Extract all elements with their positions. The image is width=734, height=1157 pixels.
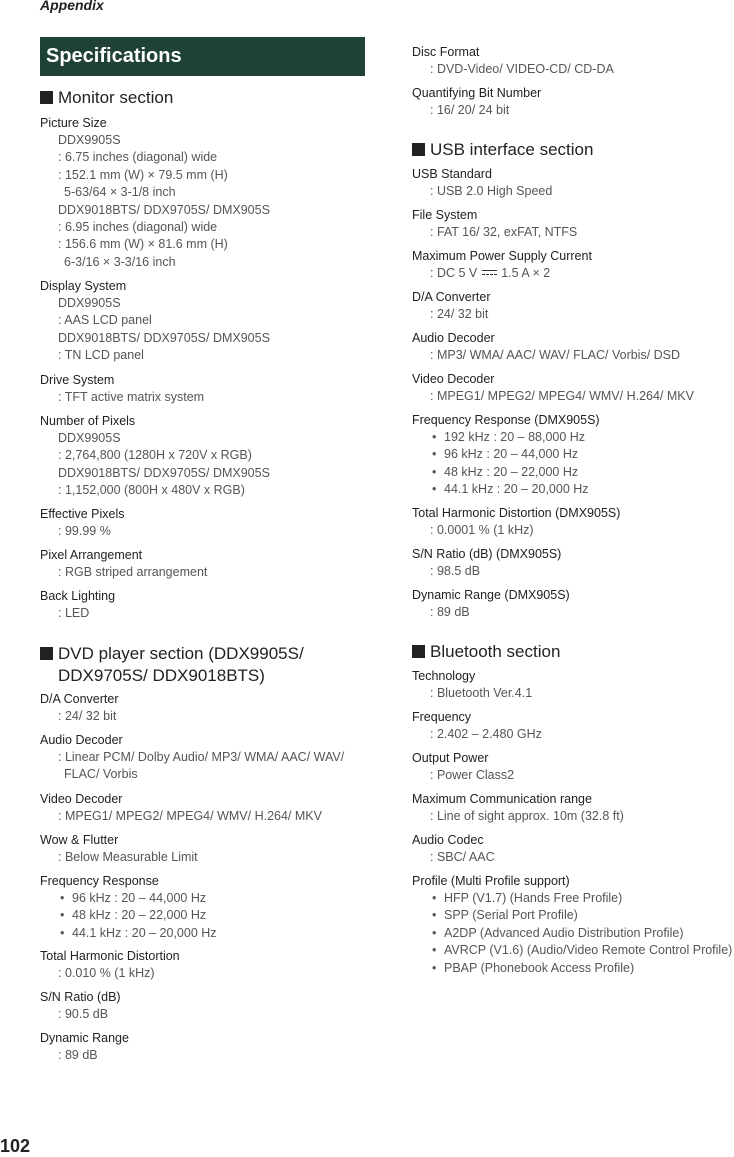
- spec-picture-size: [40, 115, 270, 271]
- spec-value: : 99.99 %: [58, 524, 111, 538]
- spec-label: Total Harmonic Distortion (DMX905S): [412, 506, 621, 520]
- spec-label: Frequency: [412, 710, 472, 724]
- spec-value: : 2.402 – 2.480 GHz: [430, 727, 542, 741]
- spec-value: : 0.010 % (1 kHz): [58, 966, 155, 980]
- bullet-item: • 192 kHz : 20 – 88,000 Hz: [432, 430, 586, 444]
- spec-value: : 2,764,800 (1280H x 720V x RGB): [58, 448, 252, 463]
- spec-disc-format: [412, 44, 614, 78]
- spec-usb-sn-ratio: [412, 546, 561, 580]
- spec-value: : 89 dB: [58, 1048, 98, 1062]
- spec-bt-frequency: [412, 709, 542, 743]
- spec-bt-profile: [412, 873, 732, 977]
- bullet-item: • 48 kHz : 20 – 22,000 Hz: [60, 908, 207, 923]
- square-bullet-icon: [40, 91, 53, 104]
- spec-dvd-dynamic-range: [40, 1030, 129, 1064]
- spec-usb-video-decoder: [412, 371, 694, 405]
- spec-label: Pixel Arrangement: [40, 548, 143, 562]
- spec-value: : TN LCD panel: [58, 348, 144, 363]
- square-bullet-icon: [412, 143, 425, 156]
- bullet-item: • 44.1 kHz : 20 – 20,000 Hz: [432, 482, 589, 497]
- spec-value: : SBC/ AAC: [430, 850, 495, 864]
- dvd-section-title: DVD player section (DDX9905S/ DDX9705S/ DDX9018BTS): [40, 643, 304, 687]
- bullet-item: • SPP (Serial Port Profile): [432, 908, 578, 923]
- spec-pixel-arrangement: [40, 547, 207, 581]
- spec-usb-frequency-response: [412, 412, 600, 499]
- spec-usb-da-converter: [412, 289, 491, 323]
- spec-value: : 90.5 dB: [58, 1007, 109, 1021]
- spec-value: : 1,152,000 (800H x 480V x RGB): [58, 483, 245, 498]
- spec-value: : MPEG1/ MPEG2/ MPEG4/ WMV/ H.264/ MKV: [58, 809, 322, 823]
- spec-label: Frequency Response (DMX905S): [412, 413, 600, 427]
- bullet-item: • 96 kHz : 20 – 44,000 Hz: [432, 447, 579, 462]
- spec-value: : LED: [58, 606, 90, 620]
- spec-value: : Linear PCM/ Dolby Audio/ MP3/ WMA/ AAC/ WAV/: [58, 750, 345, 764]
- spec-label: Video Decoder: [412, 372, 495, 386]
- spec-value: : 89 dB: [430, 605, 470, 619]
- spec-value: : MPEG1/ MPEG2/ MPEG4/ WMV/ H.264/ MKV: [430, 389, 694, 403]
- model-line: DDX9018BTS/ DDX9705S/ DMX905S: [58, 330, 270, 345]
- spec-label: Video Decoder: [40, 792, 123, 806]
- spec-quantifying-bit: [412, 85, 541, 119]
- spec-value: : TFT active matrix system: [58, 390, 205, 404]
- spec-value: 6-3/16 × 3-3/16 inch: [64, 254, 176, 269]
- spec-max-power-supply: [412, 248, 592, 282]
- spec-label: S/N Ratio (dB) (DMX905S): [412, 547, 562, 561]
- bullet-item: • AVRCP (V1.6) (Audio/Video Remote Control Profile): [432, 943, 733, 958]
- spec-label: Picture Size: [40, 116, 107, 130]
- spec-dvd-wow-flutter: [40, 832, 198, 866]
- spec-drive-system: [40, 372, 204, 406]
- spec-label: Frequency Response: [40, 874, 159, 888]
- spec-label: Drive System: [40, 373, 115, 387]
- spec-number-of-pixels: [40, 413, 270, 500]
- spec-usb-dynamic-range: [412, 587, 570, 621]
- spec-usb-thd: [412, 505, 620, 539]
- bullet-item: • 44.1 kHz : 20 – 20,000 Hz: [60, 925, 217, 940]
- spec-label: Number of Pixels: [40, 414, 136, 428]
- spec-value: : Power Class2: [430, 768, 515, 782]
- spec-value: : Below Measurable Limit: [58, 850, 198, 864]
- spec-value: : 98.5 dB: [430, 564, 481, 578]
- spec-bt-audio-codec: [412, 832, 495, 866]
- spec-label: Output Power: [412, 751, 489, 765]
- model-line: DDX9018BTS/ DDX9705S/ DMX905S: [58, 465, 270, 480]
- spec-dvd-video-decoder: [40, 791, 322, 825]
- spec-value: : USB 2.0 High Speed: [430, 184, 553, 198]
- spec-label: D/A Converter: [412, 290, 491, 304]
- spec-label: File System: [412, 208, 478, 222]
- bullet-item: • HFP (V1.7) (Hands Free Profile): [432, 891, 623, 905]
- spec-usb-standard: [412, 166, 552, 200]
- spec-label: Audio Decoder: [412, 331, 495, 345]
- spec-label: Profile (Multi Profile support): [412, 874, 570, 888]
- spec-label: Technology: [412, 669, 476, 683]
- spec-label: Maximum Power Supply Current: [412, 249, 592, 263]
- square-bullet-icon: [40, 647, 53, 660]
- spec-label: Dynamic Range: [40, 1031, 129, 1045]
- spec-dvd-frequency-response: [40, 873, 217, 942]
- spec-back-lighting: [40, 588, 115, 622]
- spec-value: : 152.1 mm (W) × 79.5 mm (H): [58, 167, 228, 182]
- spec-bt-output-power: [412, 750, 514, 784]
- spec-usb-audio-decoder: [412, 330, 680, 364]
- spec-display-system: [40, 278, 270, 365]
- spec-label: Back Lighting: [40, 589, 116, 603]
- page-header: Appendix: [40, 0, 104, 13]
- spec-dvd-audio-decoder: [40, 732, 344, 784]
- spec-value: : 16/ 20/ 24 bit: [430, 103, 510, 117]
- bullet-item: • PBAP (Phonebook Access Profile): [432, 960, 635, 975]
- spec-label: USB Standard: [412, 167, 492, 181]
- spec-value: 5-63/64 × 3-1/8 inch: [64, 185, 176, 200]
- spec-value: : 6.75 inches (diagonal) wide: [58, 150, 218, 165]
- spec-label: D/A Converter: [40, 692, 119, 706]
- model-line: DDX9905S: [58, 431, 121, 445]
- spec-value: : 0.0001 % (1 kHz): [430, 523, 534, 537]
- spec-label: Disc Format: [412, 45, 480, 59]
- spec-label: S/N Ratio (dB): [40, 990, 121, 1004]
- spec-file-system: [412, 207, 577, 241]
- spec-label: Audio Codec: [412, 833, 484, 847]
- spec-value: FLAC/ Vorbis: [64, 767, 138, 782]
- spec-dvd-da-converter: [40, 691, 119, 725]
- spec-label: Display System: [40, 279, 127, 293]
- page-number: 102: [0, 1136, 31, 1156]
- bullet-item: • 48 kHz : 20 – 22,000 Hz: [432, 464, 579, 479]
- spec-value: : MP3/ WMA/ AAC/ WAV/ FLAC/ Vorbis/ DSD: [430, 348, 681, 362]
- dc-symbol-icon: [482, 269, 497, 277]
- spec-value: : 24/ 32 bit: [58, 709, 117, 723]
- spec-label: Effective Pixels: [40, 507, 125, 521]
- bluetooth-section-title: Bluetooth section: [412, 641, 560, 663]
- monitor-section-title: Monitor section: [40, 87, 173, 109]
- model-line: DDX9905S: [58, 133, 121, 147]
- spec-bt-range: [412, 791, 624, 825]
- square-bullet-icon: [412, 645, 425, 658]
- usb-section-title: USB interface section: [412, 139, 593, 161]
- bullet-item: • 96 kHz : 20 – 44,000 Hz: [60, 891, 207, 905]
- specifications-title: Specifications: [40, 37, 365, 76]
- spec-label: Audio Decoder: [40, 733, 123, 747]
- spec-effective-pixels: [40, 506, 125, 540]
- spec-label: Dynamic Range (DMX905S): [412, 588, 570, 602]
- spec-value: : DVD-Video/ VIDEO-CD/ CD-DA: [430, 62, 614, 76]
- spec-label: Quantifying Bit Number: [412, 86, 542, 100]
- spec-label: Total Harmonic Distortion: [40, 949, 180, 963]
- spec-value: : 24/ 32 bit: [430, 307, 489, 321]
- spec-value: : 6.95 inches (diagonal) wide: [58, 220, 218, 235]
- spec-dvd-thd: [40, 948, 180, 982]
- spec-value: : 156.6 mm (W) × 81.6 mm (H): [58, 237, 228, 252]
- spec-value: : FAT 16/ 32, exFAT, NTFS: [430, 225, 578, 239]
- spec-bt-technology: [412, 668, 532, 702]
- spec-value: : Bluetooth Ver.4.1: [430, 686, 533, 700]
- spec-value: : RGB striped arrangement: [58, 565, 208, 579]
- spec-label: Maximum Communication range: [412, 792, 592, 806]
- spec-value: : DC 5 V 1.5 A × 2: [430, 266, 551, 280]
- spec-label: Wow & Flutter: [40, 833, 119, 847]
- spec-dvd-sn-ratio: [40, 989, 121, 1023]
- bullet-item: • A2DP (Advanced Audio Distribution Profile): [432, 925, 684, 940]
- spec-value: : Line of sight approx. 10m (32.8 ft): [430, 809, 624, 823]
- model-line: DDX9018BTS/ DDX9705S/ DMX905S: [58, 202, 270, 217]
- spec-value: : AAS LCD panel: [58, 313, 152, 328]
- model-line: DDX9905S: [58, 296, 121, 310]
